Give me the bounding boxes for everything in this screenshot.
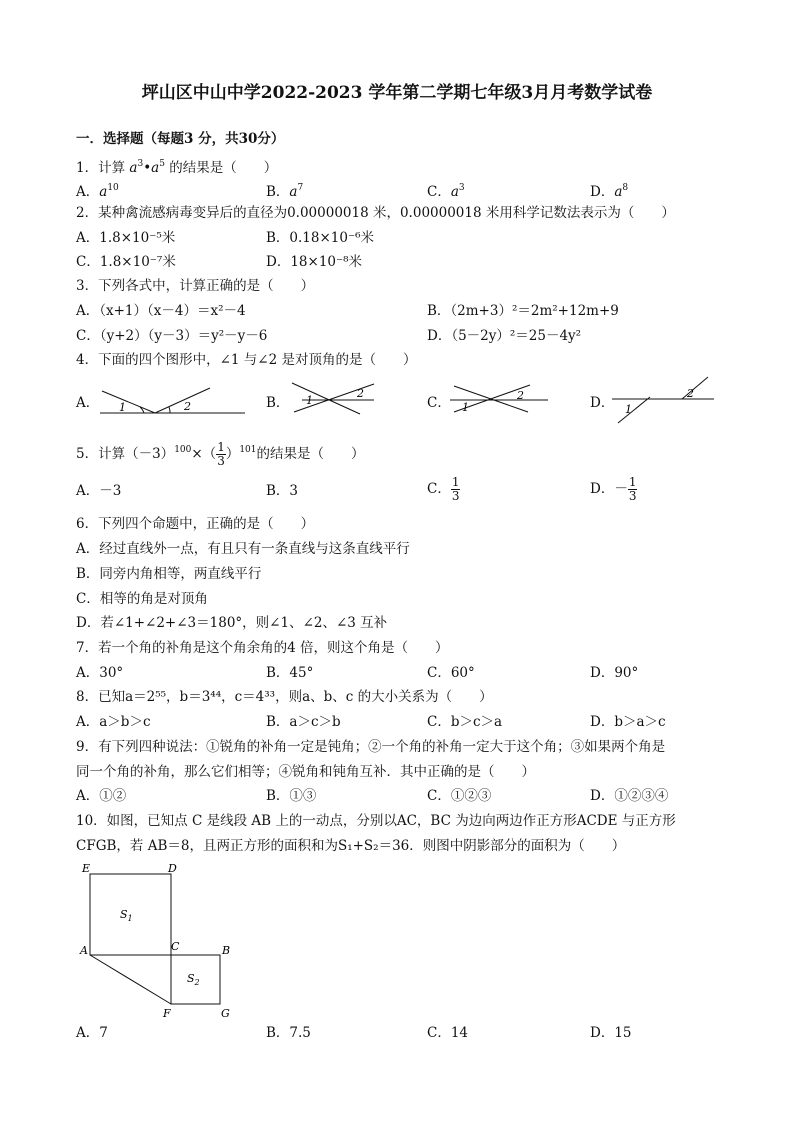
question-5-stem: 5．计算$(-3)^{100}\times$（ $\frac{1}{3}$ ）$^{101}$的结果是（ ） <box>76 440 365 468</box>
q2-option-b[interactable]: B．0.18×10⁻⁶米 <box>266 230 375 246</box>
question-2-stem: 2．某种禽流感病毒变异后的直径为0.00000018 米，0.00000018 米用科学记数法表示为（ ） <box>76 205 675 221</box>
q4-figure-c <box>450 380 550 420</box>
q2-option-a[interactable]: A．1.8×10⁻⁵米 <box>76 230 176 246</box>
q8-option-b[interactable]: B．a＞c＞b <box>266 714 341 730</box>
svg-text:D: D <box>168 862 177 875</box>
q2-option-d[interactable]: D．18×10⁻⁸米 <box>266 254 363 270</box>
q3-option-d[interactable]: D．（5－2y）²＝25－4y² <box>427 328 582 344</box>
question-9-stem-line2: 同一个角的补角，那么它们相等；④锐角和钝角互补．其中正确的是（ ） <box>76 764 535 780</box>
question-4-stem: 4．下面的四个图形中，∠1 与∠2 是对顶角的是（ ） <box>76 352 417 368</box>
q4-figure-d <box>612 375 717 425</box>
q8-option-d[interactable]: D．b＞a＞c <box>590 714 666 730</box>
q9-option-a[interactable]: A．①② <box>76 788 127 804</box>
q9-option-d[interactable]: D．①②③④ <box>590 788 669 804</box>
q6-option-c[interactable]: C．相等的角是对顶角 <box>76 591 208 607</box>
svg-text:G: G <box>221 1007 230 1020</box>
q7-option-b[interactable]: B．45° <box>266 665 314 681</box>
q6-option-b[interactable]: B．同旁内角相等，两直线平行 <box>76 566 262 582</box>
q1-option-a[interactable]: A．$a^{10}$ <box>76 183 119 200</box>
svg-text:S2: $S_2$ <box>187 972 200 987</box>
svg-text:2: 2 <box>184 400 191 413</box>
q4-option-d[interactable]: D． <box>590 395 615 411</box>
q7-option-a[interactable]: A．30° <box>76 665 124 681</box>
q10-option-c[interactable]: C．14 <box>427 1025 469 1041</box>
question-10-stem-line2: CFGB，若 AB＝8，且两正方形的面积和为S₁+S₂＝36．则图中阴影部分的面积为（ ） <box>76 838 626 854</box>
page-title: 坪山区中山中学2022-2023 学年第二学期七年级3月月考数学试卷 <box>141 83 653 103</box>
q1-option-d[interactable]: D．$a^8$ <box>590 183 629 200</box>
q7-option-c[interactable]: C．60° <box>427 665 475 681</box>
q1-option-c[interactable]: C．$a^3$ <box>427 183 465 200</box>
fraction-one-third: $\frac{1}{3}$ <box>217 440 225 468</box>
q8-option-c[interactable]: C．b＞c＞a <box>427 714 503 730</box>
question-1-stem: 1．计算 $a^3•a^5$ 的结果是（ ） <box>76 159 278 176</box>
q5-option-d[interactable]: D．－ $\frac{1}{3}$ <box>590 475 637 503</box>
svg-text:B: B <box>222 944 231 957</box>
svg-text:1: 1 <box>462 401 469 414</box>
q5-option-c[interactable]: C． $\frac{1}{3}$ <box>427 475 460 503</box>
q10-option-b[interactable]: B．7.5 <box>266 1025 311 1041</box>
q5-option-a[interactable]: A．－3 <box>76 483 122 499</box>
svg-text:S1: $S_1$ <box>120 908 133 923</box>
q10-figure-squares <box>78 862 238 1022</box>
svg-text:E: E <box>82 862 91 875</box>
q10-option-d[interactable]: D．15 <box>590 1025 632 1041</box>
svg-text:1: 1 <box>625 403 632 416</box>
q6-option-d[interactable]: D．若∠1+∠2+∠3＝180°，则∠1、∠2、∠3 互补 <box>76 615 388 631</box>
svg-text:A: A <box>80 944 88 957</box>
q4-option-b[interactable]: B． <box>266 395 290 411</box>
q4-figure-b <box>290 380 380 420</box>
question-6-stem: 6．下列四个命题中，正确的是（ ） <box>76 516 315 532</box>
q7-option-d[interactable]: D．90° <box>590 665 639 681</box>
q4-option-a[interactable]: A． <box>76 395 100 411</box>
question-9-stem-line1: 9．有下列四种说法：①锐角的补角一定是钝角；②一个角的补角一定大于这个角；③如果两个角是 <box>76 739 666 755</box>
question-3-stem: 3．下列各式中，计算正确的是（ ） <box>76 278 315 294</box>
q10-option-a[interactable]: A．7 <box>76 1025 108 1041</box>
q3-option-c[interactable]: C．（y+2）（y－3）＝y²－y－6 <box>76 328 268 344</box>
svg-text:F: F <box>163 1007 171 1020</box>
q4-figure-a <box>100 380 250 420</box>
q3-option-a[interactable]: A．（x+1）（x－4）＝x²－4 <box>76 303 246 319</box>
question-7-stem: 7．若一个角的补角是这个角余角的4 倍，则这个角是（ ） <box>76 640 449 656</box>
section-heading: 一．选择题（每题3 分，共30分） <box>76 131 285 147</box>
svg-text:1: 1 <box>119 401 126 414</box>
question-10-stem-line1: 10．如图，已知点 C 是线段 AB 上的一动点，分别以AC，BC 为边向两边作正方形ACDE 与正方形 <box>76 813 676 829</box>
q4-option-c[interactable]: C． <box>427 395 451 411</box>
svg-text:2: 2 <box>357 387 364 400</box>
svg-text:2: 2 <box>687 387 694 400</box>
q2-option-c[interactable]: C．1.8×10⁻⁷米 <box>76 254 176 270</box>
q6-option-a[interactable]: A．经过直线外一点，有且只有一条直线与这条直线平行 <box>76 541 410 557</box>
q5-option-b[interactable]: B．3 <box>266 483 299 499</box>
q9-option-b[interactable]: B．①③ <box>266 788 317 804</box>
question-8-stem: 8．已知a＝2⁵⁵，b＝3⁴⁴，c＝4³³，则a、b、c 的大小关系为（ ） <box>76 689 493 705</box>
svg-text:C: C <box>171 940 180 953</box>
q9-option-c[interactable]: C．①②③ <box>427 788 492 804</box>
q1-option-b[interactable]: B．$a^7$ <box>266 183 304 200</box>
svg-text:1: 1 <box>306 394 313 407</box>
q3-option-b[interactable]: B．（2m+3）²＝2m²+12m+9 <box>427 303 619 319</box>
svg-text:2: 2 <box>517 389 524 402</box>
q8-option-a[interactable]: A．a＞b＞c <box>76 714 151 730</box>
